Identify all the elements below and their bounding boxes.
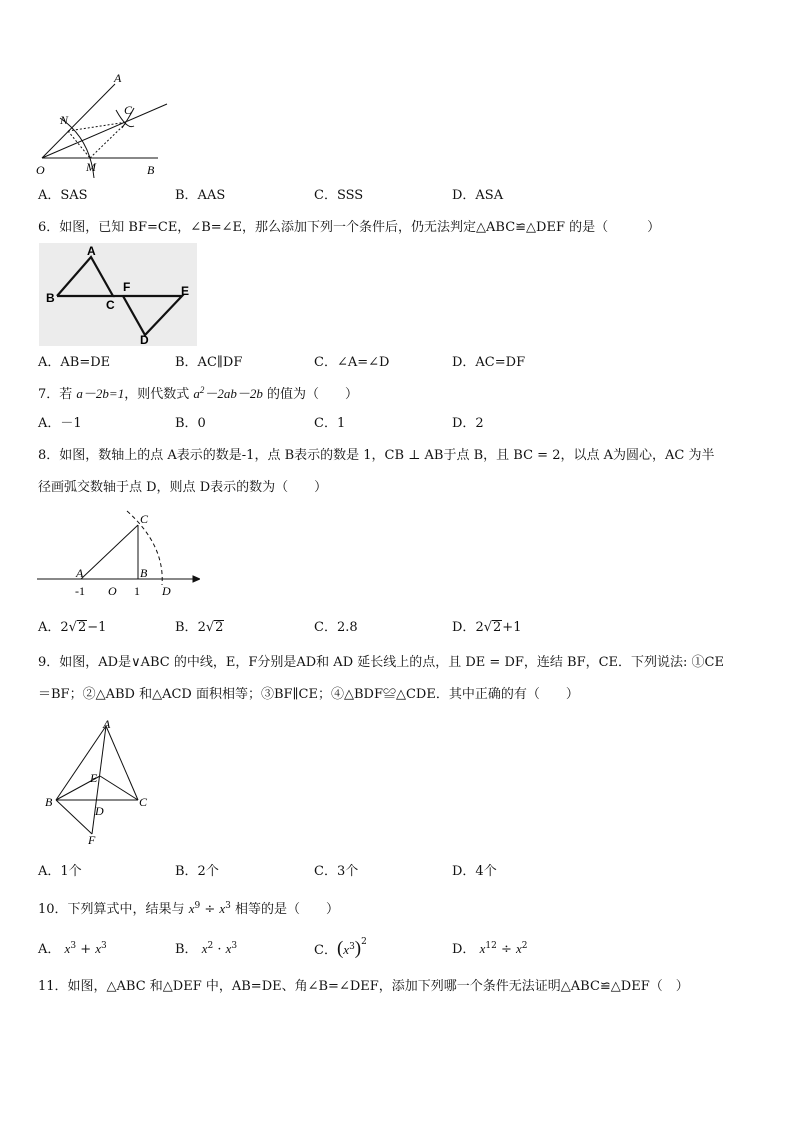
q8-option-d[interactable]: D．2√2+1 [452,620,522,635]
label-E: E [181,284,190,298]
label-O: O [36,163,45,177]
q11-stem: 11．如图，△ABC 和△DEF 中，AB=DE、角∠B=∠DEF，添加下列哪一个条件无法证明△ABC≌△DEF（ ） [38,979,689,994]
label-A: A [87,244,96,258]
label-B: B [46,291,55,305]
label-C: C [139,795,148,809]
q8-figure [35,505,200,605]
q10-option-a[interactable]: A． $x^3 + x^3$ [38,941,107,957]
segment-AC [81,525,138,579]
q9-option-a[interactable]: A．1个 [38,864,82,879]
q6-option-b[interactable]: B．AC∥DF [175,355,243,370]
segment-BF [56,800,92,834]
label-C: C [140,512,149,526]
q10-option-b[interactable]: B． $x^2 \cdot x^3$ [175,941,238,957]
q9-option-c[interactable]: C．3个 [314,864,359,879]
segment-AC [106,726,138,800]
label-C: C [106,298,115,312]
label-D: D [162,584,171,598]
q10-option-c[interactable]: C．$(x^3)^2$ [314,937,367,959]
q6-option-d[interactable]: D．AC=DF [452,355,526,370]
q8-option-b[interactable]: B．2√2 [175,620,224,635]
label-M: M [86,160,96,174]
label-F: F [88,833,96,846]
label-F: F [123,280,131,294]
q7-option-c[interactable]: C．1 [314,416,346,431]
q5-option-d[interactable]: D．ASA [452,188,504,203]
tick-neg1: -1 [75,584,85,598]
q5-option-a[interactable]: A．SAS [38,188,88,203]
q5-option-c[interactable]: C．SSS [314,188,364,203]
q9-option-d[interactable]: D．4个 [452,864,497,879]
q7-option-b[interactable]: B．0 [175,416,206,431]
q5-figure [30,68,180,180]
q7-stem: 7．若 a－2b=1，则代数式 $a^2-2ab-2b$ 的值为（ ） [38,385,359,402]
label-E: E [90,771,98,785]
q8-stem-line1: 8．如图，数轴上的点 A表示的数是-1，点 B表示的数是 1，CB ⊥ AB于点 B，且 BC = 2，以点 A为圆心，AC 为半 [38,448,715,463]
q8-stem-line2: 径画弧交数轴于点 D，则点 D表示的数为（ ） [38,480,328,495]
label-A: A [114,71,122,85]
label-A: A [103,717,111,731]
label-A: A [76,566,84,580]
q9-option-b[interactable]: B．2个 [175,864,219,879]
label-B: B [147,163,155,177]
q7-option-a[interactable]: A．－1 [38,416,82,431]
q6-stem: 6．如图，已知 BF=CE，∠B=∠E，那么添加下列一个条件后，仍无法判定△ABC≌△DEF 的是（ ） [38,220,661,235]
q10-stem: 10．下列算式中，结果与 $x^9 \div x^3$ 相等的是（ ） [38,901,340,917]
q5-option-b[interactable]: B．AAS [175,188,226,203]
label-O: O [108,584,117,598]
q9-figure [40,716,160,846]
q6-figure [39,243,197,346]
label-D: D [95,804,104,818]
q8-option-a[interactable]: A．2√2−1 [38,620,107,635]
q9-stem-line1: 9．如图，AD是∨ABC 的中线，E，F分别是AD和 AD 延长线上的点，且 DE = DF，连结 BF，CE．下列说法: ①CE [38,655,724,670]
label-B: B [140,566,148,580]
label-D: D [140,333,149,346]
q10-option-d[interactable]: D． $x^{12} \div x^2$ [452,941,528,957]
label-B: B [45,795,53,809]
label-C: C [124,103,133,117]
tick-1: 1 [134,584,140,598]
label-N: N [60,113,69,127]
q6-option-c[interactable]: C．∠A=∠D [314,355,390,370]
q6-option-a[interactable]: A．AB=DE [38,355,111,370]
q9-stem-line2: ＝BF；②△ABD 和△ACD 面积相等；③BF∥CE；④△BDF≌△CDE．其中正确的有（ ） [38,687,579,702]
q8-option-c[interactable]: C．2.8 [314,620,358,635]
q7-option-d[interactable]: D．2 [452,416,484,431]
segment-AB [56,726,106,800]
ray-OA [42,84,115,158]
